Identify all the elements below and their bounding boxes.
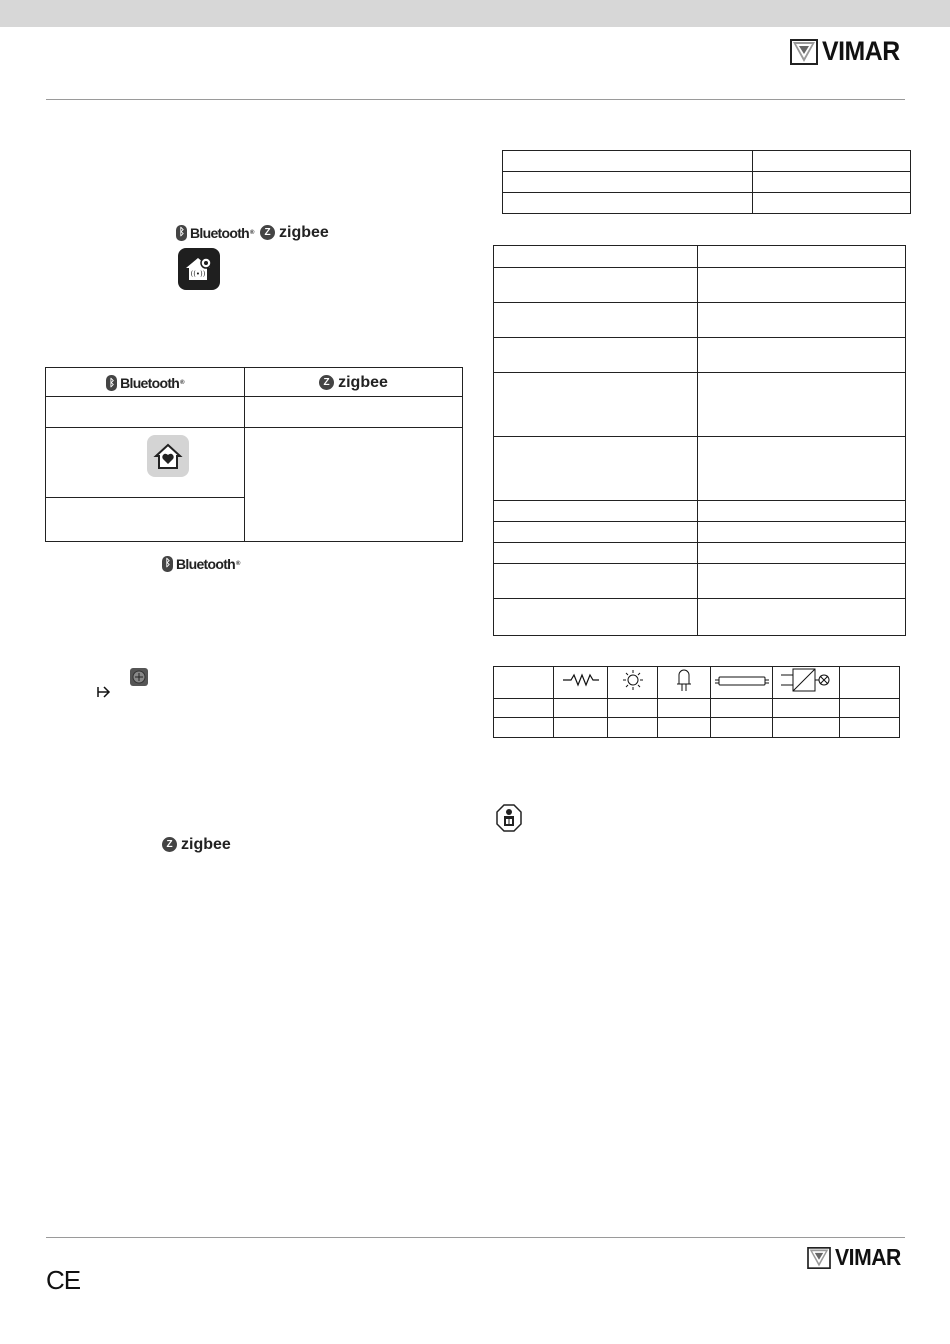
table-cell bbox=[698, 501, 906, 522]
table-cell bbox=[698, 599, 906, 636]
fluorescent-tube-icon bbox=[711, 667, 773, 699]
qualified-installer-icon bbox=[496, 804, 522, 837]
bluetooth-logo: ᛒ Bluetooth ® bbox=[176, 222, 254, 241]
table-cell bbox=[494, 501, 698, 522]
plus-circle-icon bbox=[130, 668, 148, 686]
loads-table bbox=[493, 666, 900, 738]
table-cell bbox=[494, 437, 698, 501]
technical-data-table bbox=[493, 245, 906, 636]
table-cell bbox=[698, 338, 906, 373]
house-heart-app-icon bbox=[147, 435, 189, 477]
table-cell bbox=[494, 268, 698, 303]
table-cell bbox=[494, 338, 698, 373]
table-cell bbox=[753, 172, 911, 193]
table-cell bbox=[698, 437, 906, 501]
protocol-header-zigbee: Z zigbee bbox=[245, 368, 463, 397]
ce-mark: CE bbox=[46, 1265, 81, 1295]
zigbee-section-logo: Z zigbee bbox=[162, 834, 231, 854]
table-cell bbox=[46, 498, 245, 542]
protocol-header-bluetooth: ᛒ Bluetooth ® bbox=[46, 368, 245, 397]
vimar-mark-icon bbox=[790, 39, 818, 65]
table-cell bbox=[494, 303, 698, 338]
table-cell bbox=[494, 543, 698, 564]
table-cell bbox=[494, 522, 698, 543]
table-cell bbox=[494, 373, 698, 437]
svg-text:((•)): ((•)) bbox=[190, 270, 206, 278]
table-cell bbox=[46, 397, 245, 428]
table-cell bbox=[494, 599, 698, 636]
table-cell bbox=[245, 428, 463, 542]
table-cell bbox=[46, 428, 245, 498]
table-cell bbox=[698, 373, 906, 437]
footer-rule bbox=[46, 1237, 905, 1238]
table-cell bbox=[698, 303, 906, 338]
table-cell bbox=[840, 667, 900, 699]
table-cell bbox=[698, 268, 906, 303]
small-spec-table bbox=[502, 150, 911, 214]
table-cell bbox=[753, 193, 911, 214]
table-cell bbox=[753, 151, 911, 172]
vimar-logo-header bbox=[790, 36, 907, 67]
led-lamp-icon bbox=[658, 667, 711, 699]
electronic-transformer-icon bbox=[773, 667, 840, 699]
vimar-mark-icon bbox=[807, 1247, 831, 1269]
brand-name: VIMAR bbox=[835, 1244, 901, 1270]
top-band bbox=[0, 0, 950, 27]
resistor-icon bbox=[554, 667, 608, 699]
table-cell bbox=[494, 246, 698, 268]
table-cell bbox=[494, 667, 554, 699]
protocol-table bbox=[45, 367, 463, 542]
arrow-right-icon bbox=[97, 685, 111, 703]
zigbee-icon: Z bbox=[260, 225, 275, 240]
table-cell bbox=[494, 564, 698, 599]
table-cell bbox=[698, 522, 906, 543]
table-cell bbox=[503, 193, 753, 214]
zigbee-logo: Z zigbee bbox=[260, 222, 329, 242]
table-cell bbox=[245, 397, 463, 428]
vimar-logo-footer bbox=[807, 1244, 907, 1271]
table-cell bbox=[503, 151, 753, 172]
bluetooth-section-logo: ᛒ Bluetooth ® bbox=[162, 553, 240, 572]
header-rule bbox=[46, 99, 905, 100]
bluetooth-icon: ᛒ bbox=[176, 225, 187, 241]
brand-name: VIMAR bbox=[822, 36, 900, 66]
incandescent-lamp-icon bbox=[608, 667, 658, 699]
table-cell bbox=[503, 172, 753, 193]
house-gear-app-icon bbox=[178, 248, 220, 290]
table-cell bbox=[698, 564, 906, 599]
table-cell bbox=[698, 246, 906, 268]
table-cell bbox=[698, 543, 906, 564]
